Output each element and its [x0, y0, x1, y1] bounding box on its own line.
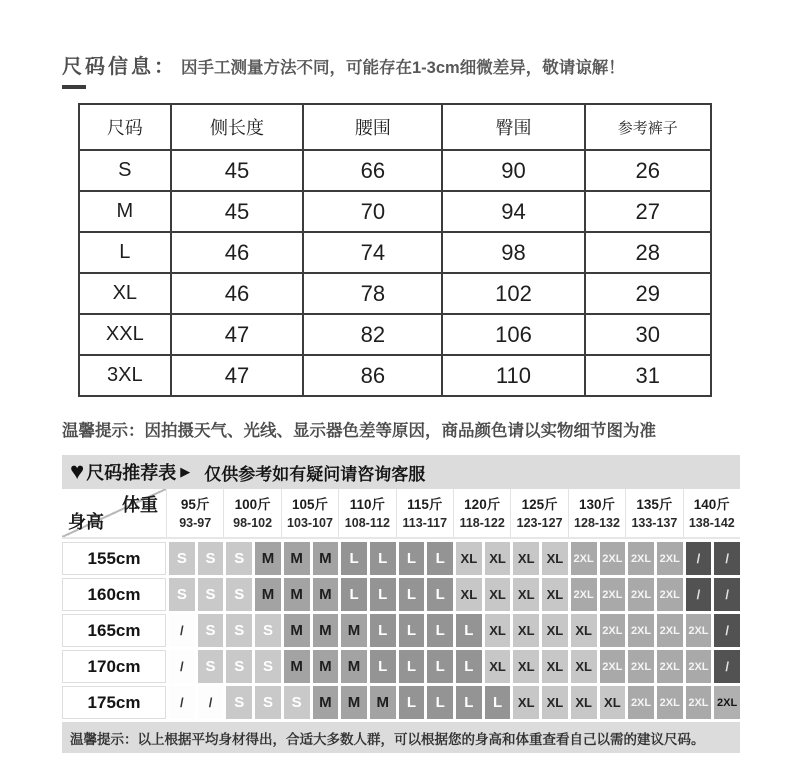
size-table-row	[79, 314, 711, 355]
size-cell: XL	[542, 614, 568, 647]
size-cell: XL	[513, 542, 539, 575]
height-label: 175cm	[62, 686, 166, 719]
size-cell: S	[169, 578, 195, 611]
recommendation-footer-note: 温馨提示：以上根据平均身材得出，合适大多数人群，可以根据您的身高和体重查看自己以需的建议尺码。	[62, 722, 740, 753]
size-table-cell: XXL	[79, 314, 171, 355]
weight-column-header	[396, 489, 453, 537]
recommendation-titlebar	[62, 455, 740, 489]
weight-column-header	[683, 489, 740, 537]
size-table	[78, 103, 712, 397]
size-cell: 2XL	[686, 686, 712, 719]
recommendation-subtitle: 仅供参考如有疑问请咨询客服	[204, 464, 426, 484]
size-cell: L	[485, 686, 511, 719]
weight-range-label: 113-117	[402, 516, 448, 530]
size-table-cell: 47	[171, 355, 304, 396]
size-cell: 2XL	[657, 542, 683, 575]
weight-jin-label: 95斤	[180, 496, 210, 512]
size-cell: S	[226, 650, 252, 683]
size-table-cell: 82	[303, 314, 442, 355]
recommendation-row	[62, 650, 740, 683]
size-cell: XL	[600, 686, 626, 719]
size-cell: L	[370, 650, 396, 683]
size-cell: M	[370, 686, 396, 719]
size-cell: XL	[485, 614, 511, 647]
weight-jin-label: 135斤	[636, 496, 673, 512]
weight-column-header	[453, 489, 510, 537]
weight-range-label: 98-102	[233, 516, 273, 530]
weight-column-header	[625, 489, 682, 537]
size-table-cell: 98	[442, 232, 584, 273]
size-cell: /	[169, 650, 195, 683]
size-cell: XL	[542, 578, 568, 611]
size-cell: S	[198, 650, 224, 683]
size-cell: L	[427, 542, 453, 575]
size-cell: XL	[456, 542, 482, 575]
size-cell: 2XL	[600, 614, 626, 647]
size-cell: S	[255, 614, 281, 647]
size-cell: M	[313, 578, 339, 611]
size-table-header-cell: 尺码	[79, 104, 171, 150]
size-table-cell: 27	[585, 191, 711, 232]
size-table-header-cell: 侧长度	[171, 104, 304, 150]
size-table-cell: 45	[171, 150, 304, 191]
size-cell: /	[686, 542, 712, 575]
size-cell: L	[399, 614, 425, 647]
size-table-row	[79, 191, 711, 232]
size-table-header-cell: 腰围	[303, 104, 442, 150]
corner-height-label: 身高	[68, 512, 104, 532]
size-cell: S	[198, 578, 224, 611]
size-table-header-cell: 参考裤子	[585, 104, 711, 150]
size-cell: S	[284, 686, 310, 719]
recommendation-row	[62, 542, 740, 575]
size-cell: L	[341, 542, 367, 575]
weight-range-label: 108-112	[344, 516, 390, 530]
size-cell: S	[226, 686, 252, 719]
size-cell: L	[427, 650, 453, 683]
size-cell: 2XL	[600, 542, 626, 575]
recommendation-row	[62, 614, 740, 647]
size-cell: XL	[513, 686, 539, 719]
size-cell: S	[255, 686, 281, 719]
size-cell: 2XL	[571, 542, 597, 575]
heart-icon: ♥	[70, 458, 85, 485]
weight-column-header	[568, 489, 625, 537]
size-cell: M	[284, 614, 310, 647]
size-cell: M	[284, 578, 310, 611]
size-cell: 2XL	[657, 686, 683, 719]
size-cell: /	[714, 614, 740, 647]
height-label: 170cm	[62, 650, 166, 683]
weight-header-row	[62, 489, 740, 539]
weight-jin-label: 125斤	[521, 496, 558, 512]
page-subtitle: 因手工测量方法不同，可能存在1-3cm细微差异，敬请谅解！	[181, 59, 625, 77]
size-cell: /	[686, 578, 712, 611]
size-table-cell: M	[79, 191, 171, 232]
weight-jin-label: 140斤	[693, 496, 730, 512]
height-label: 155cm	[62, 542, 166, 575]
size-cell: M	[341, 686, 367, 719]
size-cell: S	[226, 614, 252, 647]
size-cell: 2XL	[657, 578, 683, 611]
weight-range-label: 123-127	[516, 516, 563, 530]
weight-column-header	[338, 489, 395, 537]
size-table-body	[79, 150, 711, 396]
size-cell: L	[456, 686, 482, 719]
size-table-header-row	[79, 104, 711, 150]
weight-column-header	[166, 489, 223, 537]
size-cell: 2XL	[686, 614, 712, 647]
size-cell: 2XL	[628, 650, 654, 683]
size-cell: XL	[571, 650, 597, 683]
size-cell: L	[456, 650, 482, 683]
size-cell: L	[370, 578, 396, 611]
size-cell: M	[341, 650, 367, 683]
page-title: 尺码信息：	[62, 56, 177, 78]
size-cell: M	[313, 686, 339, 719]
size-cell: XL	[513, 650, 539, 683]
size-table-cell: 30	[585, 314, 711, 355]
size-cell: XL	[485, 650, 511, 683]
size-cell: 2XL	[628, 542, 654, 575]
size-cell: XL	[542, 686, 568, 719]
size-cell: XL	[456, 578, 482, 611]
size-cell: S	[169, 542, 195, 575]
size-cell: 2XL	[686, 650, 712, 683]
size-cell: /	[714, 650, 740, 683]
weight-range-label: 93-97	[179, 516, 212, 530]
size-table-cell: L	[79, 232, 171, 273]
size-cell: 2XL	[628, 578, 654, 611]
size-cell: S	[255, 650, 281, 683]
size-cell: L	[427, 578, 453, 611]
size-table-row	[79, 232, 711, 273]
size-cell: 2XL	[571, 578, 597, 611]
size-cell: /	[169, 614, 195, 647]
size-table-cell: 110	[442, 355, 584, 396]
size-cell: 2XL	[714, 686, 740, 719]
page-header	[62, 50, 790, 89]
size-cell: /	[714, 578, 740, 611]
weight-jin-label: 110斤	[349, 496, 386, 512]
size-cell: XL	[513, 578, 539, 611]
size-table-cell: 90	[442, 150, 584, 191]
size-table-cell: 74	[303, 232, 442, 273]
weight-jin-label: 115斤	[407, 496, 443, 512]
weight-range-label: 103-107	[287, 516, 333, 530]
size-cell: M	[313, 542, 339, 575]
size-cell: M	[313, 614, 339, 647]
size-table-cell: 106	[442, 314, 584, 355]
size-cell: L	[399, 542, 425, 575]
size-cell: /	[198, 686, 224, 719]
size-cell: S	[198, 614, 224, 647]
size-table-cell: 102	[442, 273, 584, 314]
size-table-cell: 46	[171, 232, 304, 273]
size-cell: XL	[571, 686, 597, 719]
weight-range-label: 133-137	[631, 516, 678, 530]
size-cell: 2XL	[600, 578, 626, 611]
size-cell: S	[198, 542, 224, 575]
header-line	[62, 50, 790, 79]
size-table-cell: 31	[585, 355, 711, 396]
size-table-cell: XL	[79, 273, 171, 314]
size-cell: S	[226, 578, 252, 611]
size-table-cell: 46	[171, 273, 304, 314]
size-cell: /	[169, 686, 195, 719]
size-cell: 2XL	[657, 650, 683, 683]
size-cell: M	[341, 614, 367, 647]
size-cell: 2XL	[657, 614, 683, 647]
weight-jin-label: 130斤	[578, 496, 615, 512]
size-cell: /	[714, 542, 740, 575]
size-table-cell: S	[79, 150, 171, 191]
size-table-cell: 66	[303, 150, 442, 191]
recommendation-row	[62, 578, 740, 611]
size-cell: XL	[542, 542, 568, 575]
size-cell: M	[255, 578, 281, 611]
size-table-cell: 3XL	[79, 355, 171, 396]
weight-jin-label: 100斤	[234, 496, 271, 512]
size-table-cell: 94	[442, 191, 584, 232]
weight-range-label: 138-142	[688, 516, 735, 530]
weight-height-corner-cell	[62, 489, 166, 537]
weight-range-label: 128-132	[574, 516, 620, 530]
size-cell: L	[399, 578, 425, 611]
weight-range-label: 118-122	[459, 516, 505, 530]
size-cell: L	[370, 542, 396, 575]
size-cell: XL	[485, 542, 511, 575]
size-cell: L	[427, 614, 453, 647]
size-table-cell: 78	[303, 273, 442, 314]
corner-weight-label: 体重	[122, 495, 158, 515]
size-cell: L	[427, 686, 453, 719]
size-cell: M	[284, 650, 310, 683]
size-recommendation-section	[62, 455, 740, 753]
size-cell: XL	[485, 578, 511, 611]
size-table-cell: 47	[171, 314, 304, 355]
size-table-cell: 26	[585, 150, 711, 191]
size-cell: XL	[513, 614, 539, 647]
size-table-row	[79, 273, 711, 314]
arrow-right-icon: ▶	[180, 464, 191, 479]
color-disclaimer-note: 温馨提示：因拍摄天气、光线、显示器色差等原因，商品颜色请以实物细节图为准	[62, 422, 656, 440]
height-label: 165cm	[62, 614, 166, 647]
size-table-cell: 29	[585, 273, 711, 314]
size-cell: L	[456, 614, 482, 647]
size-table-header-cell: 臀围	[442, 104, 584, 150]
size-cell: M	[255, 542, 281, 575]
size-cell: L	[399, 686, 425, 719]
weight-jin-label: 120斤	[464, 496, 501, 512]
size-table-row	[79, 150, 711, 191]
size-cell: XL	[571, 614, 597, 647]
weight-column-header	[281, 489, 338, 537]
recommendation-row	[62, 686, 740, 719]
size-cell: XL	[542, 650, 568, 683]
weight-column-header	[223, 489, 280, 537]
size-table-cell: 45	[171, 191, 304, 232]
size-cell: L	[370, 614, 396, 647]
size-cell: L	[341, 578, 367, 611]
title-underline	[62, 85, 86, 89]
size-cell: 2XL	[628, 686, 654, 719]
size-cell: 2XL	[628, 614, 654, 647]
size-table-row	[79, 355, 711, 396]
size-table-cell: 28	[585, 232, 711, 273]
weight-jin-label: 105斤	[291, 496, 328, 512]
size-cell: M	[313, 650, 339, 683]
recommendation-body	[62, 542, 740, 719]
weight-column-header	[510, 489, 567, 537]
size-cell: L	[399, 650, 425, 683]
size-cell: S	[226, 542, 252, 575]
size-cell: 2XL	[600, 650, 626, 683]
size-cell: M	[284, 542, 310, 575]
size-table-cell: 70	[303, 191, 442, 232]
height-label: 160cm	[62, 578, 166, 611]
recommendation-title: 尺码推荐表	[86, 463, 177, 483]
size-table-cell: 86	[303, 355, 442, 396]
